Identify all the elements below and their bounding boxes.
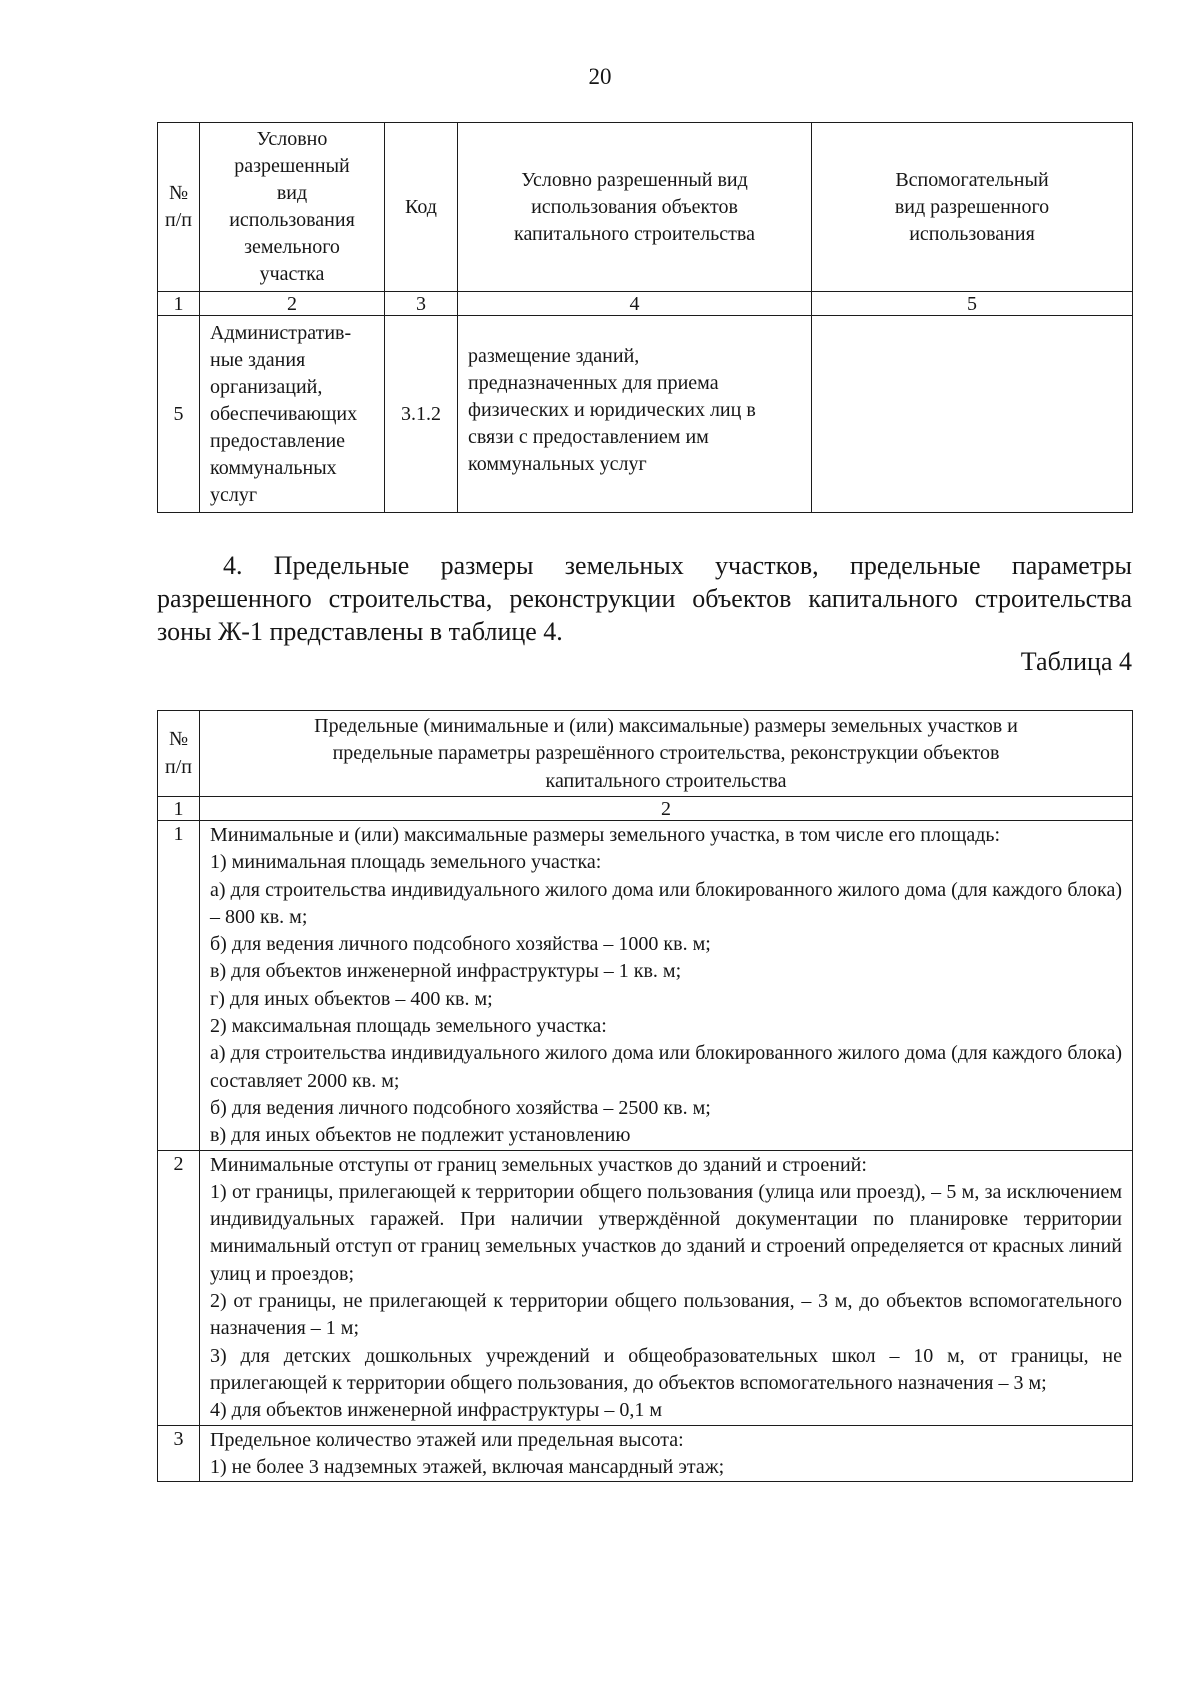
- column-number-row: [158, 797, 1133, 821]
- row-num: 3: [158, 1425, 200, 1482]
- row-num: 1: [158, 821, 200, 1151]
- paragraph-text: 4. Предельные размеры земельных участков, предельные параметры разрешенного строительства, реконструкции объектов капитального строительства зоны Ж-1 представлены в таблице 4.: [157, 551, 1132, 646]
- table-header-row: [158, 711, 1133, 797]
- row-capital-use: размещение зданий, предназначенных для приема физических и юридических лиц в связи с предоставлением им коммунальных услуг: [458, 316, 812, 513]
- page-number: 20: [588, 64, 612, 89]
- header-capital-use: Условно разрешенный вид использования объектов капитального строительства: [458, 123, 812, 292]
- row-num: 5: [158, 316, 200, 513]
- permitted-use-table: [157, 122, 1133, 513]
- text-line: Минимальные отступы от границ земельных участков до зданий и строений:: [210, 1153, 867, 1176]
- table-row: [158, 821, 1133, 1151]
- column-number: 1: [158, 292, 200, 316]
- text-line: г) для иных объектов – 400 кв. м;: [210, 987, 493, 1010]
- column-number: 4: [458, 292, 812, 316]
- limits-table: [157, 710, 1133, 1482]
- column-number-row: [158, 292, 1133, 316]
- text-line: 1) минимальная площадь земельного участка:: [210, 851, 602, 874]
- text-line: Предельное количество этажей или предельная высота:: [210, 1428, 684, 1451]
- text-line: 2) максимальная площадь земельного участка:: [210, 1015, 607, 1038]
- row-num: 2: [158, 1150, 200, 1425]
- header-text: Предельные (минимальные и (или) максимальные) размеры земельных участков и предельные параметры разрешённого строительства, реконструкции объектов капитального строительства: [200, 711, 1133, 797]
- text-line: 1) не более 3 надземных этажей, включая мансардный этаж;: [210, 1455, 725, 1478]
- text-line: в) для иных объектов не подлежит установлению: [210, 1124, 631, 1147]
- row-text: [200, 1150, 1133, 1425]
- row-use-kind: Административ- ные здания организаций, обеспечивающих предоставление коммунальных услуг: [200, 316, 385, 513]
- text-line: 1) от границы, прилегающей к территории общего пользования (улица или проезд), – 5 м, за исключением индивидуальных гаражей. При наличии утверждённой документации по планировке территории минимальный отступ от границ земельных участков до зданий и строений определяется от красных линий улиц и проездов;: [210, 1180, 1122, 1285]
- row-aux-use: [812, 316, 1133, 513]
- column-number: 1: [158, 797, 200, 821]
- table-row: [158, 316, 1133, 513]
- text-line: б) для ведения личного подсобного хозяйства – 2500 кв. м;: [210, 1096, 711, 1119]
- text-line: а) для строительства индивидуального жилого дома или блокированного жилого дома (для каждого блока) составляет 2000 кв. м;: [210, 1042, 1122, 1092]
- table-row: [158, 1150, 1133, 1425]
- column-number: 2: [200, 797, 1133, 821]
- text-line: а) для строительства индивидуального жилого дома или блокированного жилого дома (для каждого блока) – 800 кв. м;: [210, 878, 1122, 928]
- row-text: [200, 1425, 1133, 1482]
- header-code: Код: [385, 123, 458, 292]
- table-caption: Таблица 4: [1020, 647, 1132, 676]
- table-row: [158, 1425, 1133, 1482]
- header-num: № п/п: [158, 123, 200, 292]
- column-number: 2: [200, 292, 385, 316]
- header-aux-use: Вспомогательный вид разрешенного использования: [812, 123, 1133, 292]
- table-header-row: [158, 123, 1133, 292]
- header-num: № п/п: [158, 711, 200, 797]
- text-line: 4) для объектов инженерной инфраструктуры – 0,1 м: [210, 1399, 662, 1422]
- text-line: 3) для детских дошкольных учреждений и общеобразовательных школ – 10 м, от границы, не прилегающей к территории общего пользования, до объектов вспомогательного назначения – 3 м;: [210, 1344, 1122, 1394]
- column-number: 3: [385, 292, 458, 316]
- text-line: в) для объектов инженерной инфраструктуры – 1 кв. м;: [210, 960, 682, 983]
- text-line: Минимальные и (или) максимальные размеры земельного участка, в том числе его площадь:: [210, 824, 1001, 846]
- column-number: 5: [812, 292, 1133, 316]
- text-line: б) для ведения личного подсобного хозяйства – 1000 кв. м;: [210, 933, 711, 956]
- header-use-kind: Условно разрешенный вид использования земельного участка: [200, 123, 385, 292]
- row-text: [200, 821, 1133, 1151]
- text-line: 2) от границы, не прилегающей к территории общего пользования, – 3 м, до объектов вспомогательного назначения – 1 м;: [210, 1290, 1122, 1340]
- row-code: 3.1.2: [385, 316, 458, 513]
